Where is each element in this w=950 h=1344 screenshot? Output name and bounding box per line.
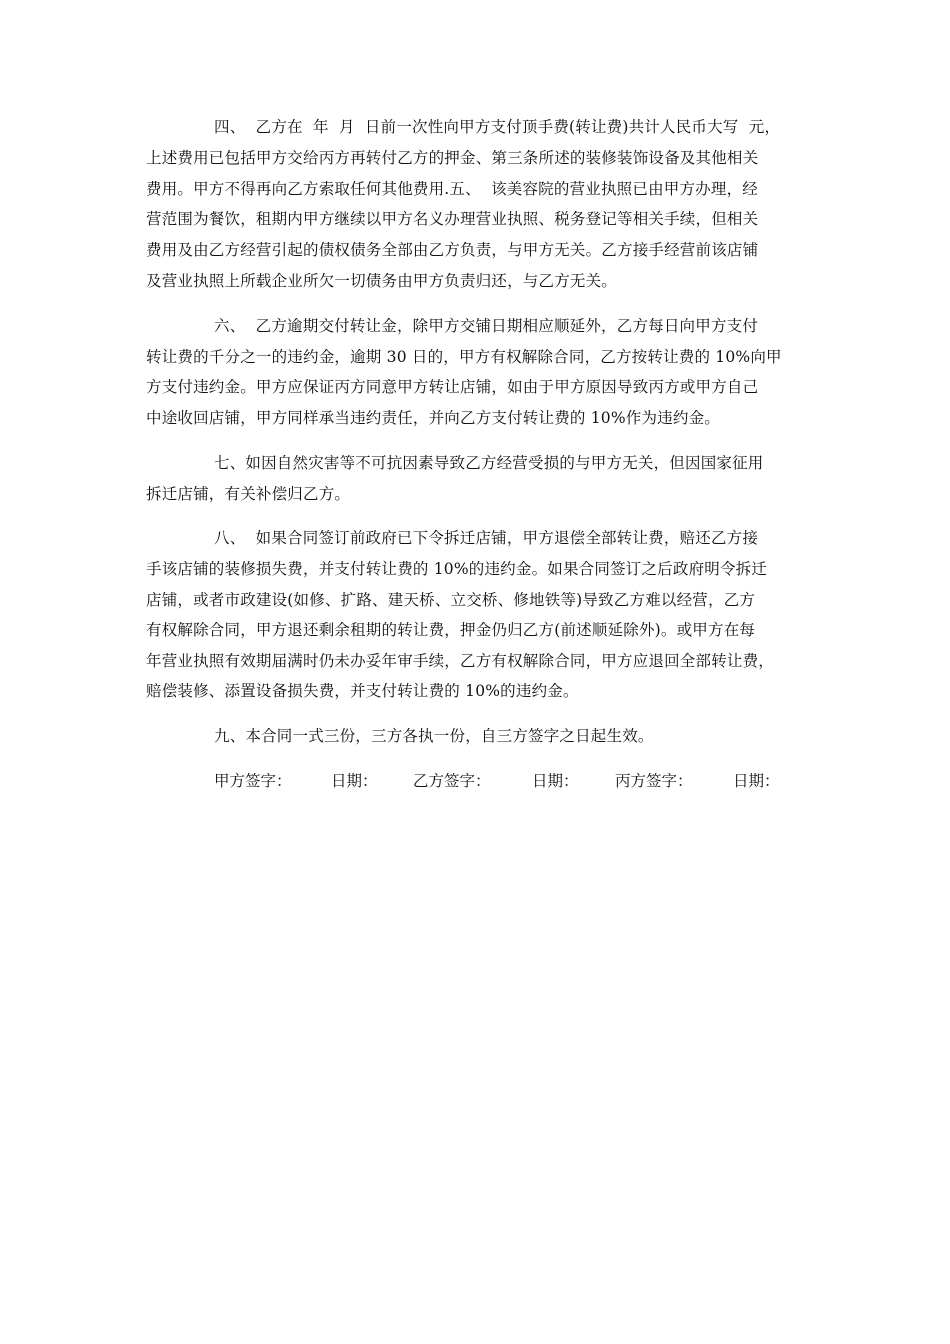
text-line: 八、 如果合同签订前政府已下令拆迁店铺，甲方退偿全部转让费，赔还乙方接 [214, 529, 759, 547]
party-a-signature-label: 甲方签字： [214, 772, 292, 790]
text-line: 有权解除合同，甲方退还剩余租期的转让费，押金仍归乙方(前述顺延除外)。或甲方在每 [146, 621, 756, 639]
text-line: 方支付违约金。甲方应保证丙方同意甲方转让店铺，如由于甲方原因导致丙方或甲方自己 [146, 378, 759, 396]
signature-row [214, 771, 814, 793]
text-line: 营范围为餐饮，租期内甲方继续以甲方名义办理营业执照、税务登记等相关手续，但相关 [146, 210, 759, 228]
text-line: 店铺，或者市政建设(如修、扩路、建天桥、立交桥、修地铁等)导致乙方难以经营，乙方 [146, 591, 756, 609]
party-c-date-label: 日期： [733, 772, 780, 790]
party-a-date-label: 日期： [331, 772, 378, 790]
text-line: 四、 乙方在 年 月 日前一次性向甲方支付顶手费(转让费)共计人民币大写 元， [214, 118, 781, 136]
text-line: 拆迁店铺，有关补偿归乙方。 [146, 485, 351, 503]
text-line: 手该店铺的装修损失费，并支付转让费的 10%的违约金。如果合同签订之后政府明令拆迁 [146, 560, 768, 578]
text-line: 费用。甲方不得再向乙方索取任何其他费用.五、 该美容院的营业执照已由甲方办理，经 [146, 180, 758, 198]
text-line: 年营业执照有效期届满时仍未办妥年审手续，乙方有权解除合同，甲方应退回全部转让费， [146, 652, 775, 670]
text-line: 中途收回店铺，甲方同样承当违约责任，并向乙方支付转让费的 10%作为违约金。 [146, 409, 720, 427]
text-line: 赔偿装修、添置设备损失费，并支付转让费的 10%的违约金。 [146, 682, 579, 700]
text-line: 及营业执照上所载企业所欠一切债务由甲方负责归还，与乙方无关。 [146, 272, 618, 290]
text-line: 六、 乙方逾期交付转让金，除甲方交铺日期相应顺延外，乙方每日向甲方支付 [214, 317, 759, 335]
text-line: 七、如因自然灾害等不可抗因素导致乙方经营受损的与甲方无关，但因国家征用 [214, 454, 764, 472]
party-b-date-label: 日期： [532, 772, 579, 790]
party-c-signature-label: 丙方签字： [615, 772, 693, 790]
text-line: 上述费用已包括甲方交给丙方再转付乙方的押金、第三条所述的装修装饰设备及其他相关 [146, 149, 759, 167]
party-b-signature-label: 乙方签字： [413, 772, 491, 790]
text-line: 转让费的千分之一的违约金，逾期 30 日的，甲方有权解除合同，乙方按转让费的 10%向甲 [146, 348, 782, 366]
text-line: 九、本合同一式三份，三方各执一份，自三方签字之日起生效。 [214, 727, 654, 745]
text-line: 费用及由乙方经营引起的债权债务全部由乙方负责，与甲方无关。乙方接手经营前该店铺 [146, 241, 759, 259]
